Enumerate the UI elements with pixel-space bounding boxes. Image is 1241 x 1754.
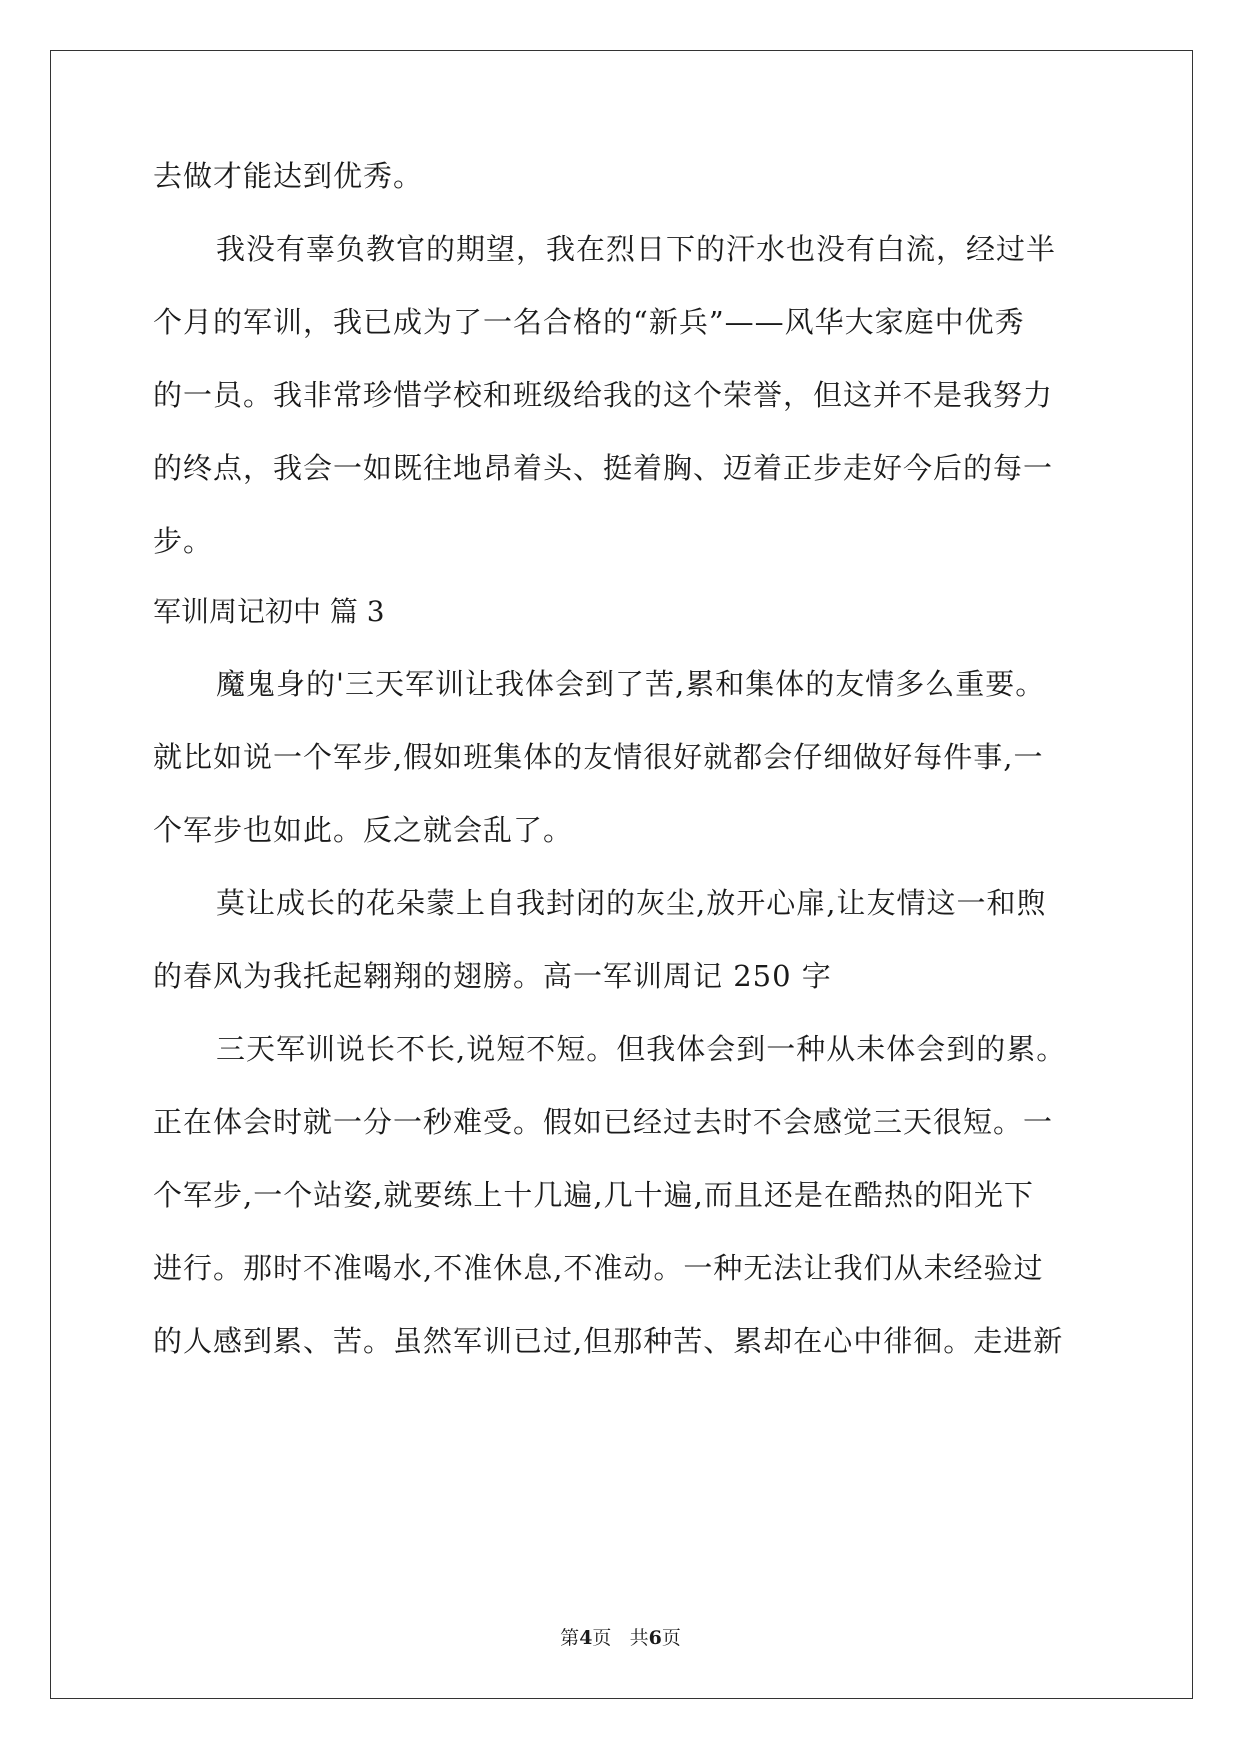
current-page-number: 4 [579,1627,593,1649]
text-line: 去做才能达到优秀。 [153,159,424,193]
page-footer [0,1626,1241,1650]
footer-prefix: 第 [560,1627,580,1649]
text-line: 个军步也如此。反之就会乱了。 [153,813,574,847]
paragraph-line: 魔鬼身的'三天军训让我体会到了苦,累和集体的友情多么重要。 [216,667,1046,701]
footer-total-prefix: 共 [629,1627,649,1649]
footer-page-word: 页 [592,1627,612,1649]
text-line: 进行。那时不准喝水,不准休息,不准动。一种无法让我们从未经验过 [153,1251,1044,1285]
footer-total-suffix: 页 [661,1627,681,1649]
paragraph-line: 三天军训说长不长,说短不短。但我体会到一种从未体会到的累。 [216,1032,1067,1066]
text-line: 的人感到累、苦。虽然军训已过,但那种苦、累却在心中徘徊。走进新 [153,1324,1064,1358]
section-heading: 军训周记初中 篇 3 [153,595,385,628]
paragraph-line: 莫让成长的花朵蒙上自我封闭的灰尘,放开心扉,让友情这一和煦 [216,886,1047,920]
paragraph-line: 我没有辜负教官的期望，我在烈日下的汗水也没有白流，经过半 [216,232,1057,266]
text-line: 就比如说一个军步,假如班集体的友情很好就都会仔细做好每件事,一 [153,740,1044,774]
text-line: 的终点，我会一如既往地昂着头、挺着胸、迈着正步走好今后的每一 [153,451,1054,485]
text-line: 正在体会时就一分一秒难受。假如已经过去时不会感觉三天很短。一 [153,1105,1054,1139]
text-line: 的春风为我托起翱翔的翅膀。高一军训周记 250 字 [153,959,832,993]
total-page-number: 6 [648,1627,662,1649]
text-line: 个军步,一个站姿,就要练上十几遍,几十遍,而且还是在酷热的阳光下 [153,1178,1034,1212]
text-line: 的一员。我非常珍惜学校和班级给我的这个荣誉，但这并不是我努力 [153,378,1054,412]
page-border [50,50,1193,1699]
text-line: 步。 [153,524,214,558]
text-line: 个月的军训，我已成为了一名合格的“新兵”——风华大家庭中优秀 [153,305,1025,339]
